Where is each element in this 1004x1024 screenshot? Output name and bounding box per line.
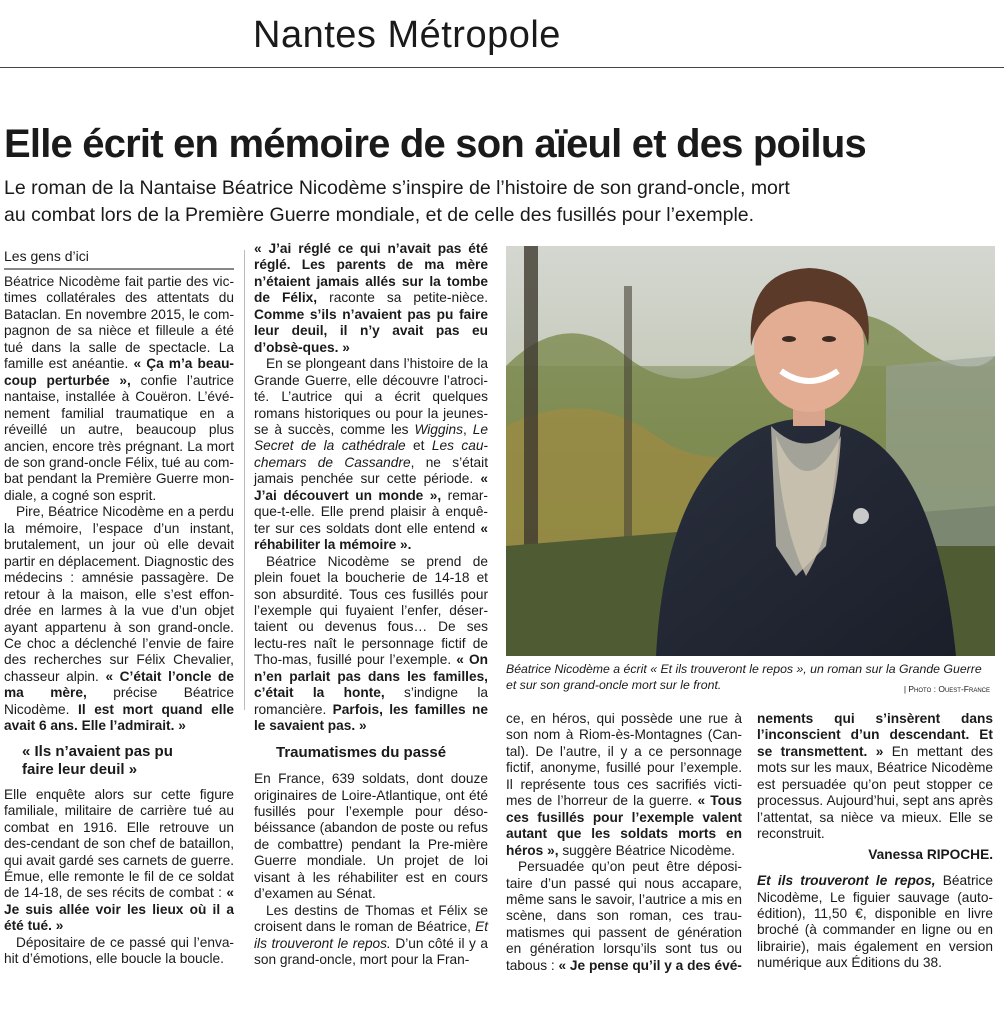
body-text: Béatrice Nicodème fait partie des vic-times collatérales des attentats du Bataclan. En novembre 2015, le com-pagnon de sa nièce et filleule a été tué dans la salle de spectacle. La famille est anéantie. <box>4 274 234 372</box>
quote-text: Il est mort quand elle avait 6 ans. Elle l’admirait. » <box>4 701 234 734</box>
quote-text: « C’était l’oncle de ma mère, <box>4 668 234 701</box>
body-text: Les destins de Thomas et Félix se croisent dans le roman de Béatrice, <box>254 902 488 935</box>
intertitle: Traumatismes du passé <box>276 743 447 761</box>
quote-text: « On n’en parlait pas dans les familles, c’était la honte, <box>254 652 488 701</box>
quote-text: « Je suis allée voir les lieux où il a été tué. » <box>4 885 234 934</box>
paragraph <box>254 554 488 735</box>
article-column-2 <box>254 241 488 968</box>
body-text: Dépositaire de ce passé qui l’enva-hit d’émotions, elle boucle la boucle. <box>4 934 234 967</box>
intertitle: « Ils n’avaient pas pu faire leur deuil » <box>22 742 173 778</box>
body-text: précise Béatrice Nicodème. <box>4 685 234 717</box>
body-text: s’indigne la romancière. <box>254 685 488 717</box>
body-text: Persuadée qu’on peut être déposi-taire d’un passé qui nous accapare, même sans le savoir, l’autrice a mis en scène, dans son roman, ces trau-matismes qui passent de génération en génération lorsqu’ils sont tus ou tabous : <box>506 859 742 973</box>
paragraph <box>254 241 488 356</box>
body-text: remar-que-t-elle. Elle prend plaisir à enquê-ter sur ces soldats dont elle entend <box>254 487 488 536</box>
quote-text: « Ça m’a beau-coup perturbée », <box>4 356 234 388</box>
header-divider <box>0 67 1004 68</box>
paragraph <box>757 711 993 843</box>
portrait-photo <box>506 246 995 656</box>
rubric-underline <box>4 268 234 270</box>
quote-text: « réhabiliter la mémoire ». <box>254 520 488 553</box>
photo-caption: Béatrice Nicodème a écrit « Et ils trouveront le repos », un roman sur la Grande Guerre et sur son grand-oncle mort sur le front. <box>506 662 982 692</box>
headline: Elle écrit en mémoire de son aïeul et des poilus <box>4 122 866 166</box>
book-title: Et ils trouveront le repos. <box>254 919 489 951</box>
body-text: Elle enquête alors sur cette figure familiale, militaire de carrière tué au combat en 1916. Elle retrouve un des-cendant de son chef de bataillon, qui avait gardé ses carnets de guerre. Émue, elle remonte le fil de ce soldat de 14-18, de ses récits de combat : <box>4 786 234 901</box>
article-column-4 <box>757 711 993 972</box>
article-column-3 <box>506 711 742 974</box>
body-text: raconte sa petite-nièce. <box>329 290 488 306</box>
standfirst-line-1: Le roman de la Nantaise Béatrice Nicodème s’inspire de l’histoire de son grand-oncle, mort <box>4 177 790 199</box>
book-title: Les cau-chemars de Cassandre <box>254 438 488 470</box>
paragraph <box>506 711 742 859</box>
body-text: D’un côté il y a son grand-oncle, mort pour la Fran- <box>254 935 488 968</box>
book-reference <box>757 873 993 972</box>
paragraph <box>4 935 234 968</box>
paragraph <box>254 903 488 969</box>
paragraph <box>506 859 742 974</box>
photo-credit: | Photo : Ouest-France <box>903 684 990 694</box>
quote-text: Parfois, les familles ne le savaient pas. » <box>254 701 488 734</box>
quote-text: « Tous ces fusillés pour l’exemple valent autant que les soldats morts en héros », <box>506 793 742 858</box>
book-title: Le Secret de la cathédrale <box>254 421 488 454</box>
body-text: Béatrice Nicodème, Le figuier sauvage (auto-édition), 11,50 €, disponible en livre broché (à commander en ligne ou en librairie), mais également en version numérique aux Éditions du 38. <box>757 873 993 971</box>
quote-text: « J’ai découvert un monde », <box>254 471 488 503</box>
punctuation: , <box>463 421 467 437</box>
book-title: Et ils trouveront le repos, <box>757 873 936 889</box>
body-text: ce, en héros, qui possède une rue à son nom à Riom-ès-Montagnes (Can-tal). De l’autre, il y a ce personnage fictif, anonyme, fusillé pour l’exemple. Il représente tous ces sacrifiés victi-mes de l’horreur de la guerre. <box>506 711 742 809</box>
body-text: suggère Béatrice Nicodème. <box>562 842 736 858</box>
paragraph <box>4 787 234 935</box>
body-text: et <box>413 438 425 454</box>
portrait-photo-illustration <box>506 246 995 656</box>
body-text: confie l’autrice nantaise, installée à Couëron. L’évé-nement familial traumatique en a réveillé un autre, beaucoup plus ancien, encore très prégnant. La mort de son grand-oncle Félix, tué au com-bat pendant la Première Guerre mon-diale, a cogné son esprit. <box>4 372 234 503</box>
quote-text: « J’ai réglé ce qui n’avait pas été réglé. Les parents de ma mère n’étaient jamais allés sur la tombe de Félix, <box>254 241 488 306</box>
body-text: En mettant des mots sur les maux, Béatrice Nicodème est persuadée qu’on peut stopper ce processus. Aujourd’hui, sept ans après l’attentat, sa nièce va mieux. Elle se reconstruit. <box>757 743 993 842</box>
article-column-1 <box>4 274 234 968</box>
quote-text: « Je pense qu’il y a des évé- <box>558 957 742 973</box>
standfirst-line-2: au combat lors de la Première Guerre mondiale, et de celle des fusillés pour l’exemple. <box>4 204 755 226</box>
body-text: Pire, Béatrice Nicodème en a perdu la mémoire, l’espace d’un instant, brutalement, un jour où elle devait partir en déplacement. Diagnostic des médecins : amnésie passagère. De retour à la maison, elle s’est effon-drée en larmes à la vue d’un objet ayant appartenu à son grand-oncle. Ce choc a déclenché l’envie de faire des recherches sur Félix Chevalier, chasseur alpin. <box>4 504 234 684</box>
rubric-label: Les gens d’ici <box>4 248 89 264</box>
body-text: En se plongeant dans l’histoire de la Grande Guerre, elle découvre l’atroci-té. L’autrice qui a écrit quelques romans historiques ou pour la jeunes-se à succès, comme les <box>254 356 488 437</box>
quote-text: Comme s’ils n’avaient pas pu faire leur deuil, il n’y avait pas eu d’obsè-ques. » <box>254 306 488 355</box>
body-text: , ne s’était jamais penchée sur cette période. <box>254 454 488 487</box>
book-title: Wiggins <box>414 421 464 437</box>
column-divider <box>244 250 245 710</box>
paragraph <box>254 356 488 553</box>
paragraph <box>4 504 234 734</box>
paragraph <box>254 771 488 903</box>
body-text: Béatrice Nicodème se prend de plein fouet la boucherie de 14-18 et son absurdité. Tous ces fusillés pour l’exemple qui fuyaient l’enfer, déser-taient ou devenus fous… De ses lectu-res naît le personnage fictif de Tho-mas, fusillé pour l’exemple. <box>254 553 488 668</box>
section-title: Nantes Métropole <box>253 14 561 56</box>
author-signature: Vanessa RIPOCHE. <box>868 846 993 862</box>
paragraph <box>4 274 234 504</box>
quote-text: nements qui s’insèrent dans l’inconscient d’un descendant. Et se transmettent. » <box>757 711 993 759</box>
body-text: En France, 639 soldats, dont douze originaires de Loire-Atlantique, ont été fusillés pour l’exemple pour déso-béissance (abandon de poste ou refus de combattre) pendant la Pre-mière Guerre mondiale. Un projet de loi visant à les réhabiliter est en cours d’examen au Sénat. <box>254 771 488 902</box>
